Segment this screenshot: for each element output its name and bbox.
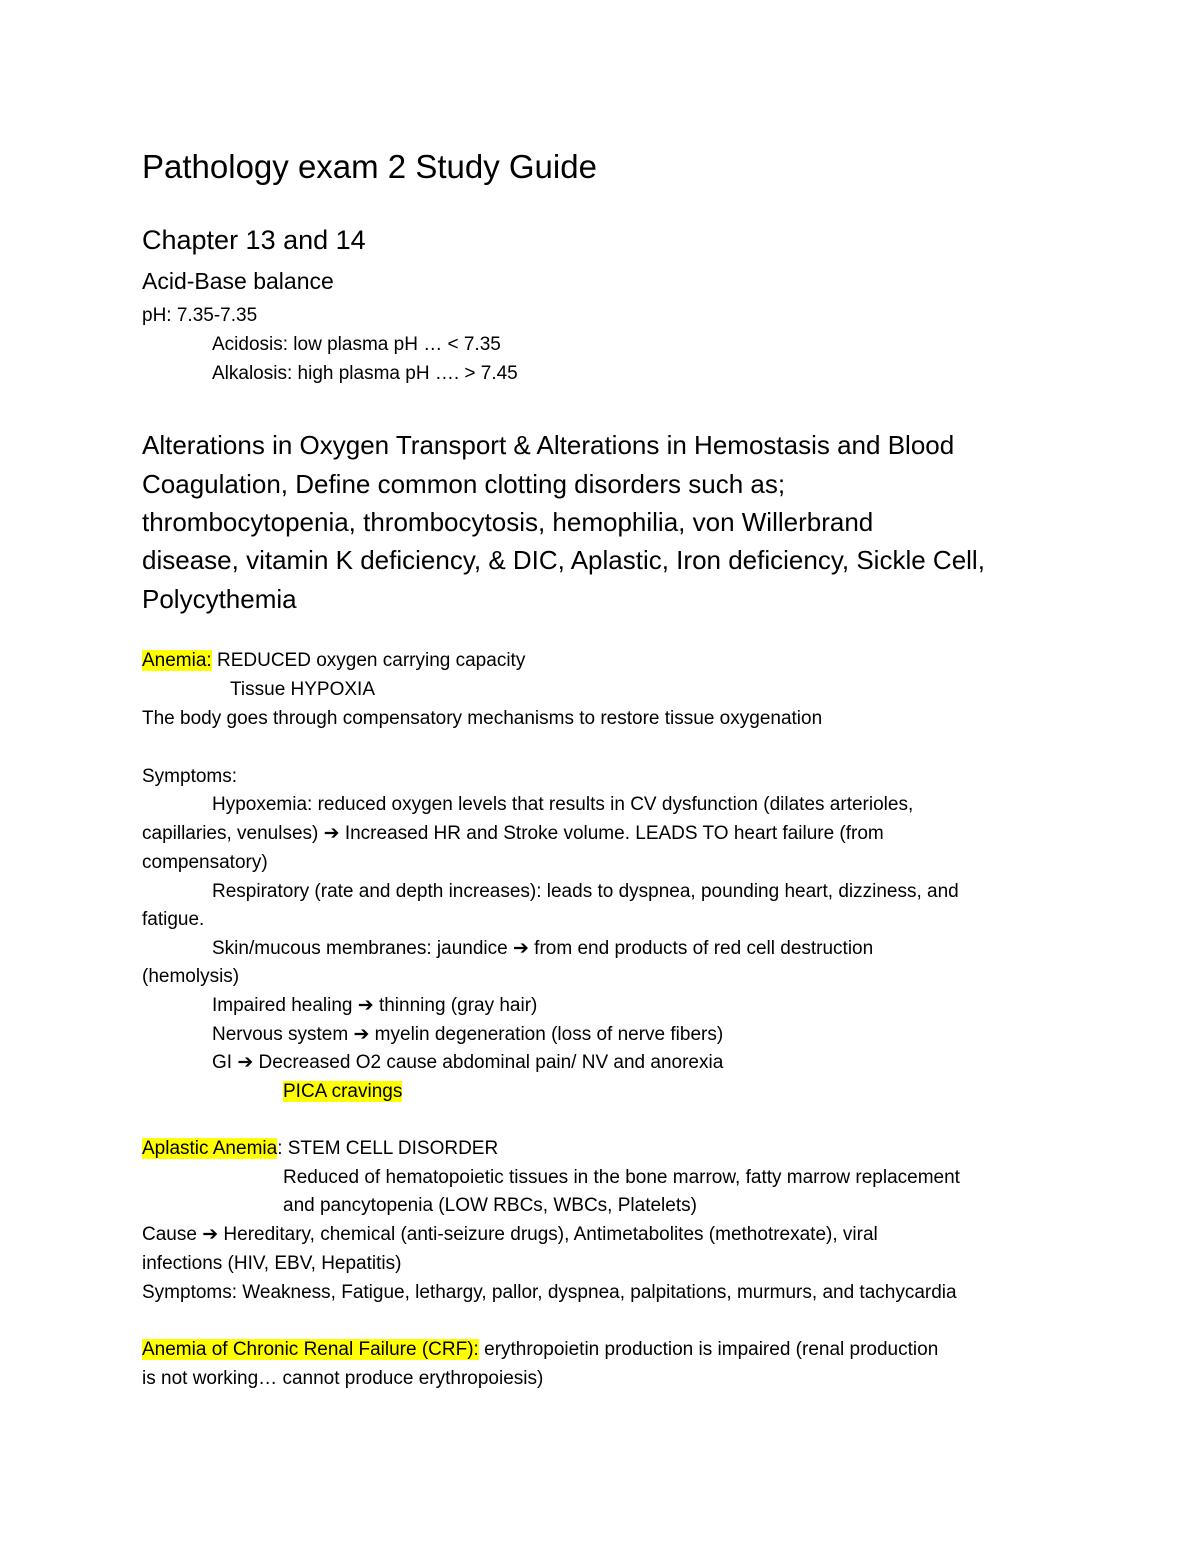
anemia-definition (142, 651, 525, 670)
respiratory-line: Respiratory (rate and depth increases): leads to dyspnea, pounding heart, dizziness, and (212, 881, 959, 902)
aplastic-reduced-line: Reduced of hematopoietic tissues in the bone marrow, fatty marrow replacement (283, 1167, 960, 1188)
text: Hereditary, chemical (anti-seizure drugs), Antimetabolites (methotrexate), viral (218, 1224, 878, 1245)
anemia-compensation: The body goes through compensatory mechanisms to restore tissue oxygenation (142, 708, 823, 729)
pica-cravings (283, 1082, 402, 1101)
text: capillaries, venulses) (142, 823, 324, 844)
alkalosis-line: Alkalosis: high plasma pH …. > 7.45 (212, 363, 518, 384)
text: Decreased O2 cause abdominal pain/ NV and anorexia (253, 1052, 724, 1073)
crf-definition (142, 1340, 938, 1359)
arrow-right-icon: ➔ (512, 938, 529, 959)
respiratory-line: fatigue. (142, 909, 205, 930)
healing-line (212, 996, 537, 1015)
anemia-term-highlight: Anemia: (142, 650, 212, 671)
page-title: Pathology exam 2 Study Guide (142, 148, 597, 185)
aplastic-cause-line (142, 1225, 878, 1244)
arrow-right-icon: ➔ (323, 823, 340, 844)
arrow-right-icon: ➔ (353, 1024, 370, 1045)
text: Skin/mucous membranes: jaundice (212, 938, 513, 959)
acid-base-heading: Acid-Base balance (142, 268, 334, 294)
aplastic-symptoms-line: Symptoms: Weakness, Fatigue, lethargy, pallor, dyspnea, palpitations, murmurs, and tachycardia (142, 1282, 957, 1303)
pica-highlight: PICA cravings (283, 1081, 403, 1102)
text: thinning (gray hair) (373, 995, 538, 1016)
text: Cause (142, 1224, 203, 1245)
alterations-line: thrombocytopenia, thrombocytosis, hemophilia, von Willerbrand (142, 507, 874, 537)
alterations-line: Polycythemia (142, 584, 297, 614)
arrow-right-icon: ➔ (202, 1224, 219, 1245)
skin-line: (hemolysis) (142, 966, 240, 987)
alterations-line: Alterations in Oxygen Transport & Alterations in Hemostasis and Blood (142, 430, 955, 460)
aplastic-def-text: : STEM CELL DISORDER (277, 1138, 499, 1159)
skin-line (212, 939, 873, 958)
anemia-def-text: REDUCED oxygen carrying capacity (211, 650, 526, 671)
aplastic-reduced-line: and pancytopenia (LOW RBCs, WBCs, Platelets) (283, 1195, 697, 1216)
aplastic-cause-line: infections (HIV, EBV, Hepatitis) (142, 1253, 402, 1274)
chapter-heading: Chapter 13 and 14 (142, 225, 366, 255)
nervous-line (212, 1025, 723, 1044)
text: from end products of red cell destruction (528, 938, 874, 959)
crf-term-highlight: Anemia of Chronic Renal Failure (CRF): (142, 1339, 479, 1360)
arrow-right-icon: ➔ (357, 995, 374, 1016)
arrow-right-icon: ➔ (237, 1052, 254, 1073)
hypoxemia-line: Hypoxemia: reduced oxygen levels that results in CV dysfunction (dilates arterioles, (212, 794, 914, 815)
text: Nervous system (212, 1024, 354, 1045)
text: GI (212, 1052, 238, 1073)
crf-def-text: erythropoietin production is impaired (renal production (478, 1339, 939, 1360)
tissue-hypoxia: Tissue HYPOXIA (230, 679, 376, 700)
alterations-line: Coagulation, Define common clotting disorders such as; (142, 469, 786, 499)
alterations-line: disease, vitamin K deficiency, & DIC, Aplastic, Iron deficiency, Sickle Cell, (142, 545, 985, 575)
aplastic-term-highlight: Aplastic Anemia (142, 1138, 278, 1159)
text: myelin degeneration (loss of nerve fibers) (369, 1024, 724, 1045)
ph-range: pH: 7.35-7.35 (142, 305, 258, 326)
hypoxemia-line: compensatory) (142, 852, 268, 873)
gi-line (212, 1053, 723, 1072)
crf-line: is not working… cannot produce erythropoiesis) (142, 1368, 544, 1389)
text: Increased HR and Stroke volume. LEADS TO heart failure (from (339, 823, 884, 844)
acidosis-line: Acidosis: low plasma pH … < 7.35 (212, 334, 501, 355)
text: Impaired healing (212, 995, 358, 1016)
aplastic-anemia-definition (142, 1139, 498, 1158)
hypoxemia-line (142, 824, 884, 843)
symptoms-heading: Symptoms: (142, 766, 238, 787)
